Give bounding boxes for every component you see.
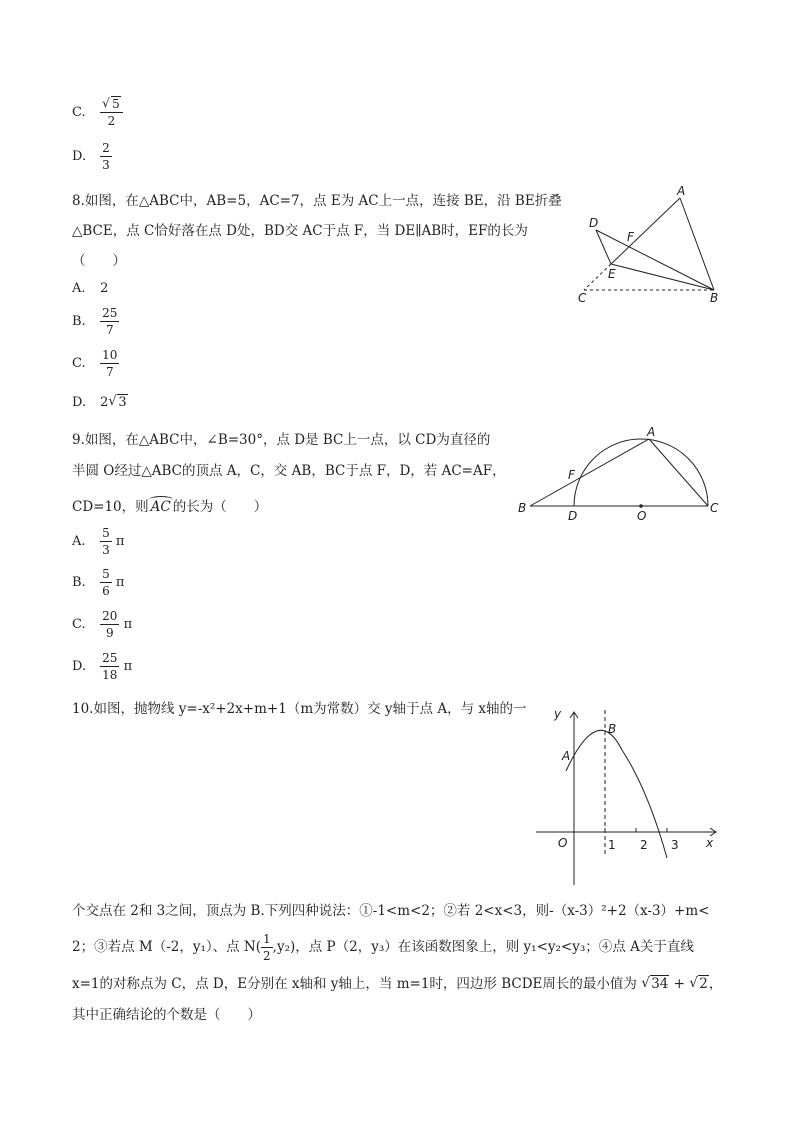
q8-option-d[interactable]	[72, 395, 128, 410]
sqrt-symbol: √ 3	[108, 395, 127, 410]
pi-symbol: π	[123, 659, 133, 674]
option-fraction: $\frac{20}{9}$	[102, 609, 118, 640]
option-letter: D.	[72, 659, 87, 674]
q9-figure	[510, 420, 730, 525]
q9-stem-line3: CD=10，则 AC 的长为（ ）	[72, 495, 267, 515]
option-letter: B.	[72, 575, 86, 590]
point-a-label: A	[677, 184, 686, 198]
arc-ac: AC	[149, 499, 173, 515]
point-b-label: B	[518, 501, 527, 515]
q8-option-b[interactable]	[72, 307, 119, 336]
tick-label-2: 2	[640, 838, 648, 852]
segment-eb	[611, 264, 714, 290]
point-a-label: A	[647, 425, 656, 439]
segment-ab	[680, 198, 714, 290]
point-b-label: B	[710, 291, 719, 305]
q9-stem-line1: 9.如图，在△ABC中，∠B=30°，点 D是 BC上一点，以 CD为直径的	[72, 432, 491, 448]
option-fraction: $\frac{10}{7}$	[102, 348, 118, 379]
q9-option-a[interactable]	[72, 527, 124, 556]
q8-option-c[interactable]	[72, 349, 119, 378]
option-value: 2	[100, 281, 109, 296]
segment-ec-dashed	[584, 264, 611, 290]
point-f-label: F	[568, 468, 575, 482]
sqrt-symbol: √ 2	[689, 976, 709, 992]
point-c-label: C	[578, 291, 587, 305]
q10-stem-line4: x=1的对称点为 C，点 D，E分别在 x轴和 y轴上，当 m=1时，四边形 BCDE周长的最小值为 √ 34 + √ 2，	[72, 972, 722, 992]
option-fraction: √ $\frac{5}{2}$	[100, 98, 123, 127]
parabola-curve	[566, 730, 667, 858]
option-letter: D.	[72, 395, 87, 410]
pi-symbol: π	[115, 575, 125, 590]
option-letter: D.	[72, 149, 87, 164]
q10-stem-line5: 其中正确结论的个数是（ ）	[72, 1007, 261, 1023]
q9-option-b[interactable]	[72, 568, 124, 597]
origin-o-label: O	[558, 836, 568, 850]
option-letter: C.	[72, 617, 86, 632]
q8-stem-line1: 8.如图，在△ABC中，AB=5，AC=7，点 E为 AC上一点，连接 BE，沿 BE折叠	[72, 193, 562, 209]
option-letter: C.	[72, 105, 86, 120]
tick-label-3: 3	[671, 838, 679, 852]
segment-ba	[530, 439, 649, 506]
segment-ae	[611, 198, 680, 264]
option-coef: 2	[100, 395, 109, 410]
option-letter: A.	[72, 534, 86, 549]
point-a-label: A	[562, 749, 571, 763]
point-c-label: C	[710, 501, 719, 515]
point-e-label: E	[608, 267, 616, 281]
option-fraction: $\frac{5}{6}$	[102, 567, 110, 598]
option-fraction: $\frac{5}{3}$	[102, 526, 110, 557]
q10-stem-line2: 个交点在 2和 3之间，顶点为 B.下列四种说法：①-1<m<2；②若 2<x<3，则-（x-3）²+2（x-3）+m<	[72, 903, 710, 919]
x-axis-label: x	[706, 836, 714, 850]
q10-stem-line3: 2；③若点 M（-2，y₁）、点 N( $\frac{1}{2}$ ,y₂)，点 P（2，y₃）在该函数图象上，则 y₁<y₂<y₃；④点 A关于直线	[72, 932, 694, 963]
y-axis-label: y	[554, 707, 562, 721]
q8-stem-line3: （ ）	[72, 253, 126, 269]
semicircle-arc	[574, 439, 708, 506]
option-fraction: $\frac{25}{7}$	[102, 306, 118, 337]
q10-figure	[530, 700, 730, 895]
q7-option-d[interactable]	[72, 142, 112, 171]
option-letter: C.	[72, 356, 86, 371]
tick-label-1: 1	[608, 838, 616, 852]
q8-stem-line2: △BCE，点 C恰好落在点 D处，BD交 AC于点 F，当 DE∥AB时，EF的长为	[72, 223, 528, 239]
segment-db	[596, 230, 714, 290]
point-o-label: O	[637, 509, 647, 523]
fraction-half: $\frac{1}{2}$	[263, 932, 271, 963]
center-o-dot	[639, 504, 643, 508]
segment-de	[596, 230, 611, 264]
point-d-label: D	[589, 216, 599, 230]
q8-figure	[570, 180, 740, 310]
q10-stem-line1: 10.如图，抛物线 y=-x²+2x+m+1（m为常数）交 y轴于点 A，与 x轴的一	[72, 701, 527, 717]
pi-symbol: π	[123, 617, 133, 632]
option-fraction: $\frac{25}{18}$	[102, 651, 118, 682]
option-fraction: $\frac{2}{3}$	[102, 141, 110, 172]
pi-symbol: π	[115, 534, 125, 549]
q9-stem-line2: 半圆 O经过△ABC的顶点 A，C，交 AB，BC于点 F，D，若 AC=AF，	[72, 463, 506, 479]
q7-option-c[interactable]	[72, 98, 123, 127]
q8-option-a[interactable]	[72, 281, 108, 296]
q9-option-d[interactable]	[72, 652, 132, 681]
point-d-label: D	[568, 509, 578, 523]
q9-option-c[interactable]	[72, 610, 132, 639]
sqrt-symbol: √ 34	[641, 976, 669, 992]
option-letter: B.	[72, 314, 86, 329]
point-b-label: B	[608, 722, 617, 736]
sqrt-symbol: √ 5	[102, 98, 121, 110]
point-f-label: F	[627, 230, 634, 244]
option-letter: A.	[72, 281, 86, 296]
